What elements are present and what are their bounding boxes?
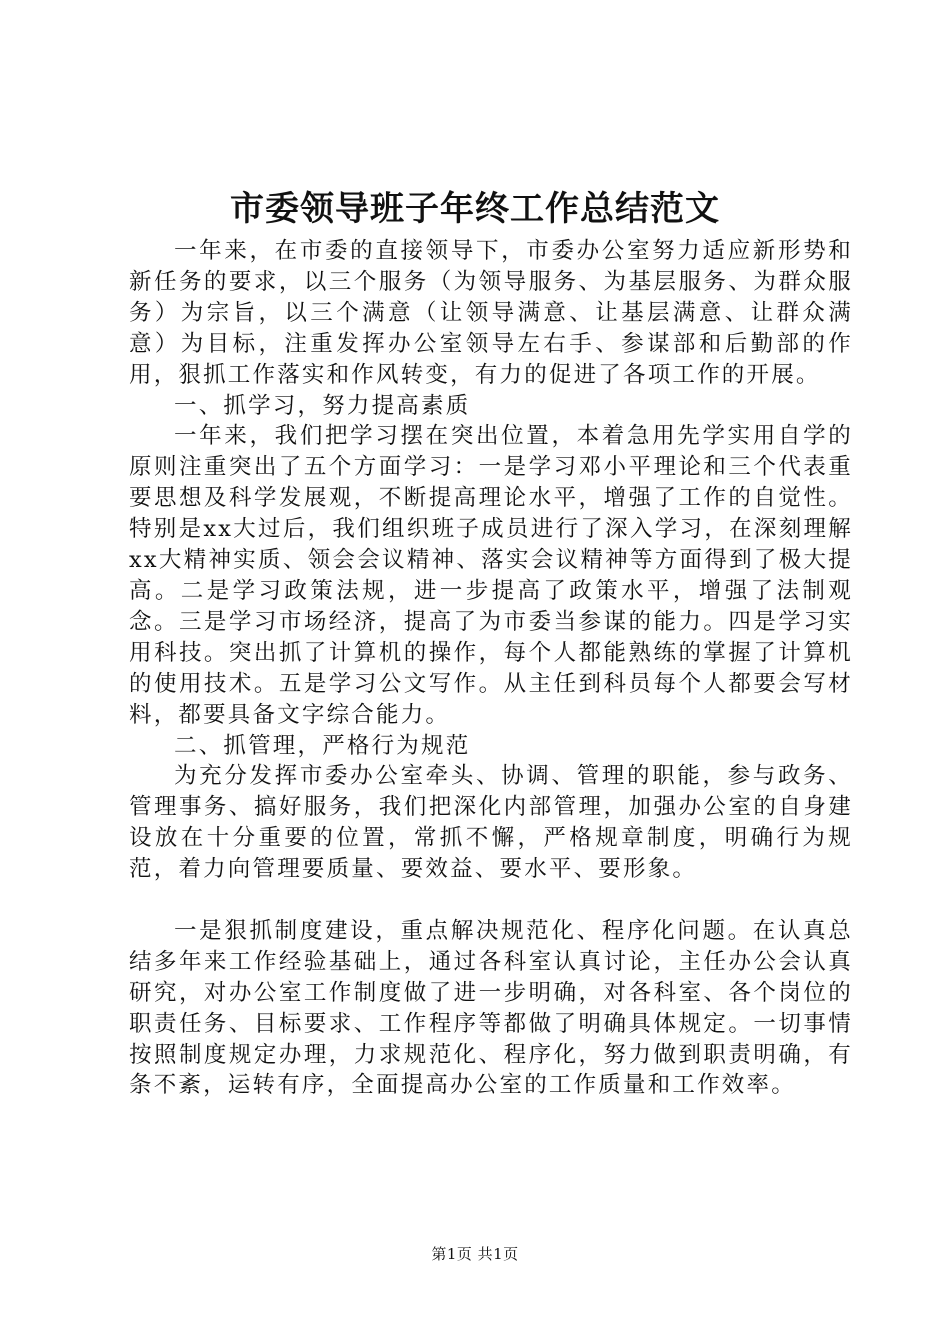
section-heading-study: 一、抓学习，努力提高素质	[174, 392, 471, 419]
document-title: 市委领导班子年终工作总结范文	[230, 189, 720, 229]
document-body	[129, 236, 853, 1101]
page-footer: 第1页 共1页	[431, 1245, 519, 1263]
management-paragraph: 为充分发挥市委办公室牵头、协调、管理的职能，参与政务、管理事务、搞好服务，我们把深化内部管理，加强办公室的自身建设放在十分重要的位置，常抓不懈，严格规章制度，明确行为规范，着力向管理要质量、要效益、要水平、要形象。	[129, 763, 853, 883]
intro-paragraph: 一年来，在市委的直接领导下，市委办公室努力适应新形势和新任务的要求，以三个服务（为领导服务、为基层服务、为群众服务）为宗旨，以三个满意（让领导满意、让基层满意、让群众满意）为目标，注重发挥办公室领导左右手、参谋部和后勤部的作用，狠抓工作落实和作风转变，有力的促进了各项工作的开展。	[129, 238, 853, 388]
section-heading-management: 二、抓管理，严格行为规范	[174, 732, 471, 759]
study-paragraph: 一年来，我们把学习摆在突出位置，本着急用先学实用自学的原则注重突出了五个方面学习：一是学习邓小平理论和三个代表重要思想及科学发展观，不断提高理论水平，增强了工作的自觉性。特别是xx大过后，我们组织班子成员进行了深入学习，在深刻理解xx大精神实质、领会会议精神、落实会议精神等方面得到了极大提高。二是学习政策法规，进一步提高了政策水平，增强了法制观念。三是学习市场经济，提高了为市委当参谋的能力。四是学习实用科技。突出抓了计算机的操作，每个人都能熟练的掌握了计算机的使用技术。五是学习公文写作。从主任到科员每个人都要会写材料，都要具备文字综合能力。	[129, 423, 853, 728]
system-building-paragraph: 一是狠抓制度建设，重点解决规范化、程序化问题。在认真总结多年来工作经验基础上，通过各科室认真讨论，主任办公会认真研究，对办公室工作制度做了进一步明确，对各科室、各个岗位的职责任务、目标要求、工作程序等都做了明确具体规定。一切事情按照制度规定办理，力求规范化、程序化，努力做到职责明确，有条不紊，运转有序，全面提高办公室的工作质量和工作效率。	[129, 917, 853, 1099]
